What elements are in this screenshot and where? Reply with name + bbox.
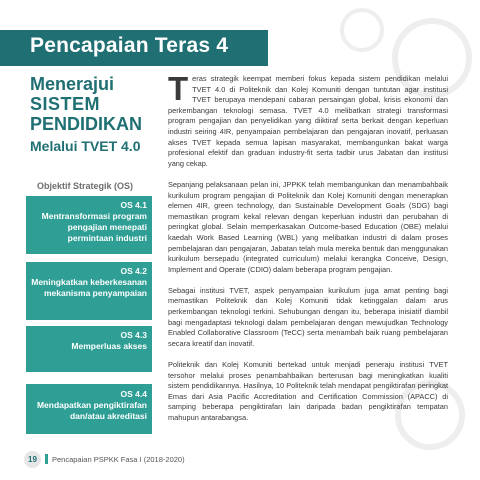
page-title: Pencapaian Teras 4	[30, 34, 229, 57]
objective-text: Mendapatkan pengiktirafan dan/atau akreditasi	[36, 400, 147, 421]
objective-code: OS 4.1	[120, 200, 147, 210]
objective-box-os43	[26, 326, 152, 372]
paragraph-3: Sebagai institusi TVET, aspek penyampaian kurikulum juga amat penting bagi memastikan Politeknik dan Kolej Komuniti tidak ketinggalan dalam arus perkembangan teknologi terkini. Sehubungan dengan itu, beberapa inisiatif diambil bagi mengadaptasi teknologi dalam pembelajaran dengan mewujudkan Technology Enabled Collaborative Classroom (TeCC) serta menambah baik ruang pembelajaran secara kreatif dan inovatif.	[168, 285, 448, 348]
heading-line-2: SISTEM	[30, 94, 101, 114]
heading-line-4: Melalui TVET 4.0	[30, 138, 141, 154]
heading-line-1: Menerajui	[30, 74, 115, 94]
footer-text: Pencapaian PSPKK Fasa I (2018-2020)	[52, 454, 185, 464]
objectives-title: Objektif Strategik (OS)	[37, 181, 134, 191]
paragraph-4: Politeknik dan Kolej Komuniti bertekad untuk menjadi peneraju institusi TVET tersohor melalui proses penambahbaikan berterusan bagi meningkatkan kualiti sistem pendidikannya. Hasilnya, 10 Politeknik telah mendapat pengiktirafan peringkat Emas dari Asia Pacific Accreditation and Certification Commission (APACC) di samping beberapa pengiktirafan lain daripada badan pengiktirafan tempatan mahupun antarabangsa.	[168, 360, 448, 422]
body-text	[168, 70, 448, 434]
objective-code: OS 4.4	[120, 389, 147, 399]
page-number: 19	[24, 451, 41, 468]
objective-code: OS 4.2	[120, 266, 147, 276]
objective-box-os42	[26, 262, 152, 320]
objective-text: Memperluas akses	[71, 341, 147, 351]
gear-decoration-icon	[340, 8, 384, 52]
objective-box-os41	[26, 196, 152, 254]
objective-text: Meningkatkan keberkesanan mekanisma penyampaian	[31, 277, 147, 298]
heading-line-3: PENDIDIKAN	[30, 114, 143, 134]
objective-text: Mentransformasi program pengajian menepati permintaan industri	[41, 211, 147, 243]
objective-box-os44	[26, 384, 152, 434]
paragraph-1	[168, 70, 448, 169]
section-heading	[30, 74, 170, 156]
page-footer	[24, 451, 185, 467]
footer-divider	[45, 454, 48, 464]
paragraph-1-text: eras strategik keempat memberi fokus kepada sistem pendidikan melalui TVET 4.0 di Politeknik dan Kolej Komuniti dengan tuntutan agar institusi TVET berupaya mendepani cabaran persaingan global, krisis ekonomi dan perkembangan teknologi semasa. TVET 4.0 melibatkan strategi transformasi program pengajian dan penyelidikan yang diiktiraf serta berkait dengan keperluan industri seiring 4IR, penyampaian pembelajaran dan pengajaran inovatif, perluasan akses TVET kepada semua lapisan masyarakat, membangunkan bakat warga profesional efektif dan graduan industry-fit serta tadbir urus Jabatan dan institusi yang cekap.	[168, 74, 448, 168]
paragraph-2: Sepanjang pelaksanaan pelan ini, JPPKK telah membangunkan dan menambahbaik kurikulum program pengajian di Politeknik dan Kolej Komuniti dengan menerapkan elemen 4IR, green technology, dan Sustainable Development Goals (SDG) bagi memastikan program kekal relevan dengan keperluan industri dan perubahan di peringkat global. Selain memperkasakan Outcome-based Education (OBE) melalui kaedah Work Based Learning (WBL) yang melibatkan industri di dalam proses pembelajaran dan pengajaran, Jabatan telah mula mereka bentuk dan menggunakan kurikulum bersepadu (integrated curriculum) melalui kerangka Conceive, Design, Implement and Operate (CDIO) dalam beberapa program pengajian.	[168, 179, 448, 274]
objective-code: OS 4.3	[120, 330, 147, 340]
drop-cap: T	[168, 70, 189, 107]
